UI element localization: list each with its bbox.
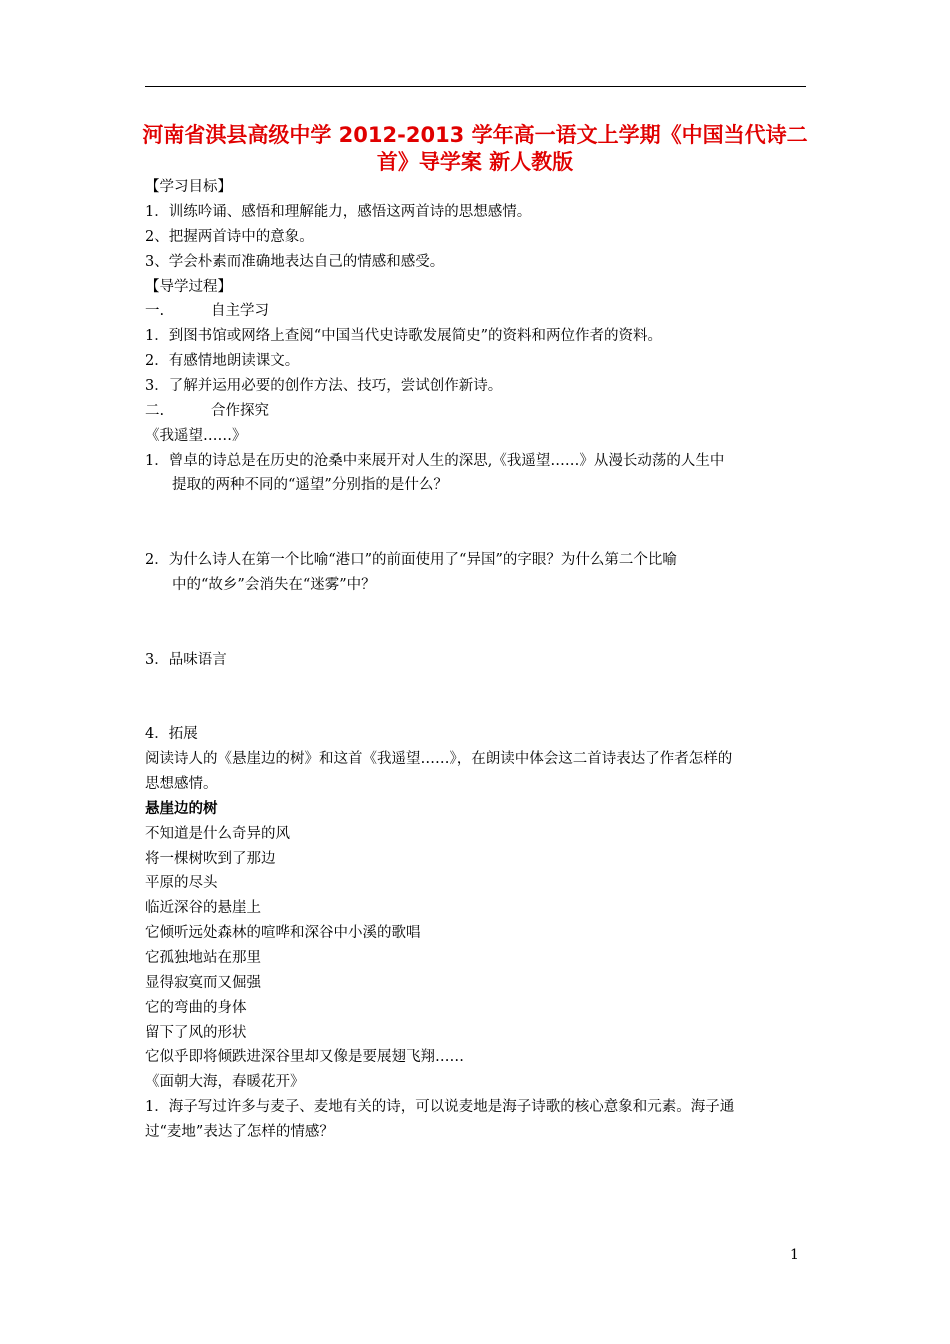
poem2-line-4: 临近深谷的悬崖上 <box>145 900 261 916</box>
section1-label: 自主学习 <box>211 303 269 319</box>
extend-line-1: 阅读诗人的《悬崖边的树》和这首《我遥望……》，在朗读中体会这二首诗表达了作者怎样的 <box>145 751 733 767</box>
question-5-line-2: 过“麦地”表达了怎样的情感？ <box>145 1124 334 1140</box>
question-2-line-1: 2．为什么诗人在第一个比喻“港口”的前面使用了“异国”的字眼？为什么第二个比喻 <box>145 552 677 568</box>
poem1-title: 《我遥望……》 <box>145 428 247 444</box>
poem3-title: 《面朝大海，春暖花开》 <box>145 1074 305 1090</box>
title-line-1: 河南省淇县高级中学 2012-2013 学年高一语文上学期《中国当代诗二 <box>142 123 808 147</box>
section2-number: 二. <box>145 403 165 419</box>
section1-item-1: 1．到图书馆或网络上查阅“中国当代史诗歌发展简史”的资料和两位作者的资料。 <box>145 328 663 344</box>
section1-item-3: 3．了解并运用必要的创作方法、技巧，尝试创作新诗。 <box>145 378 503 394</box>
section1-item-2: 2．有感情地朗读课文。 <box>145 353 300 369</box>
poem2-line-3: 平原的尽头 <box>145 875 218 891</box>
header-rule <box>145 86 806 87</box>
document-title <box>140 122 810 176</box>
section1-number: 一. <box>145 303 165 319</box>
poem2-line-7: 显得寂寞而又倔强 <box>145 975 261 991</box>
goal-item-2: 2、把握两首诗中的意象。 <box>145 229 314 245</box>
process-heading: 【导学过程】 <box>145 279 232 295</box>
section1-heading <box>145 301 269 321</box>
section2-heading <box>145 401 269 421</box>
goals-heading: 【学习目标】 <box>145 179 232 195</box>
question-1-line-2: 提取的两种不同的“遥望”分别指的是什么？ <box>172 477 448 493</box>
page-number: 1 <box>790 1247 799 1263</box>
question-3: 3．品味语言 <box>145 652 227 668</box>
goal-item-1: 1．训练吟诵、感悟和理解能力，感悟这两首诗的思想感情。 <box>145 204 532 220</box>
poem2-line-10: 它似乎即将倾跌进深谷里却又像是要展翅飞翔…… <box>145 1049 464 1065</box>
poem2-line-9: 留下了风的形状 <box>145 1025 247 1041</box>
goal-item-3: 3、学会朴素而准确地表达自己的情感和感受。 <box>145 254 445 270</box>
poem2-line-2: 将一棵树吹到了那边 <box>145 851 276 867</box>
question-5-line-1: 1．海子写过许多与麦子、麦地有关的诗，可以说麦地是海子诗歌的核心意象和元素。海子通 <box>145 1099 735 1115</box>
poem2-line-1: 不知道是什么奇异的风 <box>145 826 290 842</box>
extend-line-2: 思想感情。 <box>145 776 218 792</box>
question-2-line-2: 中的“故乡”会消失在“迷雾”中？ <box>172 577 376 593</box>
question-1-line-1: 1．曾卓的诗总是在历史的沧桑中来展开对人生的深思,《我遥望……》从漫长动荡的人生中 <box>145 453 725 469</box>
poem2-line-8: 它的弯曲的身体 <box>145 1000 247 1016</box>
poem2-title: 悬崖边的树 <box>145 801 218 817</box>
poem2-line-5: 它倾听远处森林的喧哗和深谷中小溪的歌唱 <box>145 925 421 941</box>
question-4: 4．拓展 <box>145 726 198 742</box>
poem2-line-6: 它孤独地站在那里 <box>145 950 261 966</box>
section2-label: 合作探究 <box>211 403 269 419</box>
title-line-2: 首》导学案 新人教版 <box>376 150 574 174</box>
